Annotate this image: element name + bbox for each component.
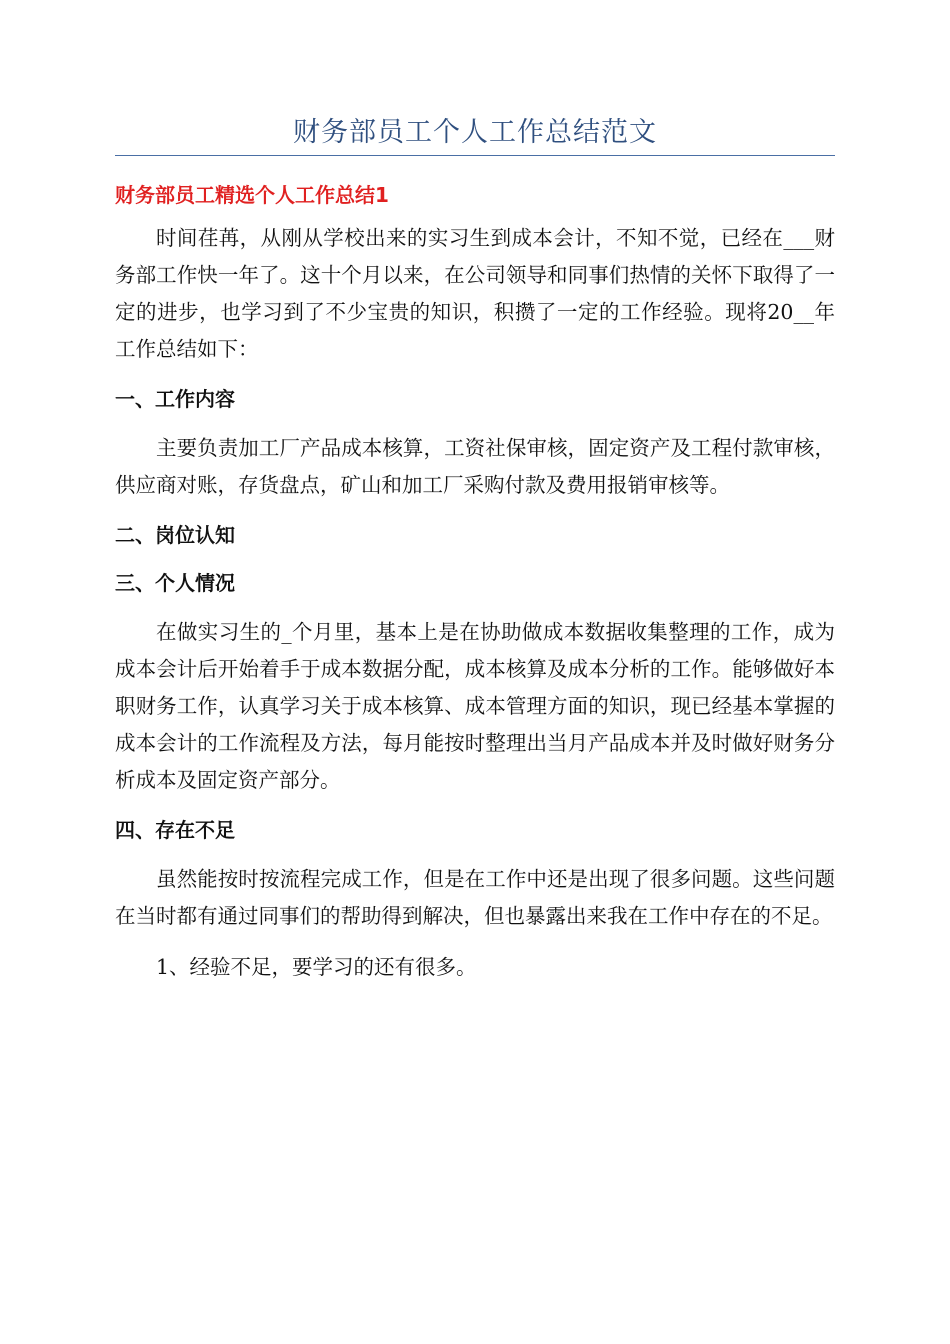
personal-situation-paragraph: 在做实习生的_个月里，基本上是在协助做成本数据收集整理的工作，成为成本会计后开始着手于成本数据分配，成本核算及成本分析的工作。能够做好本职财务工作，认真学习关于成本核算、成本管理方面的知识，现已经基本掌握的成本会计的工作流程及方法，每月能按时整理出当月产品成本并及时做好财务分析成本及固定资产部分。 <box>115 620 835 792</box>
heading-personal-situation: 三、个人情况 <box>115 571 235 595</box>
work-content-paragraph: 主要负责加工厂产品成本核算，工资社保审核，固定资产及工程付款审核，供应商对账，存货盘点，矿山和加工厂采购付款及费用报销审核等。 <box>115 436 835 497</box>
title-underline <box>115 155 835 156</box>
heading-work-content: 一、工作内容 <box>115 387 235 411</box>
list-item-1: 1、经验不足，要学习的还有很多。 <box>156 955 477 979</box>
shortcomings-paragraph: 虽然能按时按流程完成工作，但是在工作中还是出现了很多问题。这些问题在当时都有通过同事们的帮助得到解决，但也暴露出来我在工作中存在的不足。 <box>115 867 835 928</box>
section-subtitle: 财务部员工精选个人工作总结1 <box>115 183 389 207</box>
intro-paragraph: 时间荏苒，从刚从学校出来的实习生到成本会计，不知不觉，已经在___财务部工作快一年了。这十个月以来，在公司领导和同事们热情的关怀下取得了一定的进步，也学习到了不少宝贵的知识，积攒了一定的工作经验。现将20__年工作总结如下： <box>115 226 835 361</box>
heading-position-cognition: 二、岗位认知 <box>115 523 235 547</box>
heading-shortcomings: 四、存在不足 <box>115 818 235 842</box>
document-title: 财务部员工个人工作总结范文 <box>293 117 657 148</box>
document-body <box>115 178 835 1000</box>
